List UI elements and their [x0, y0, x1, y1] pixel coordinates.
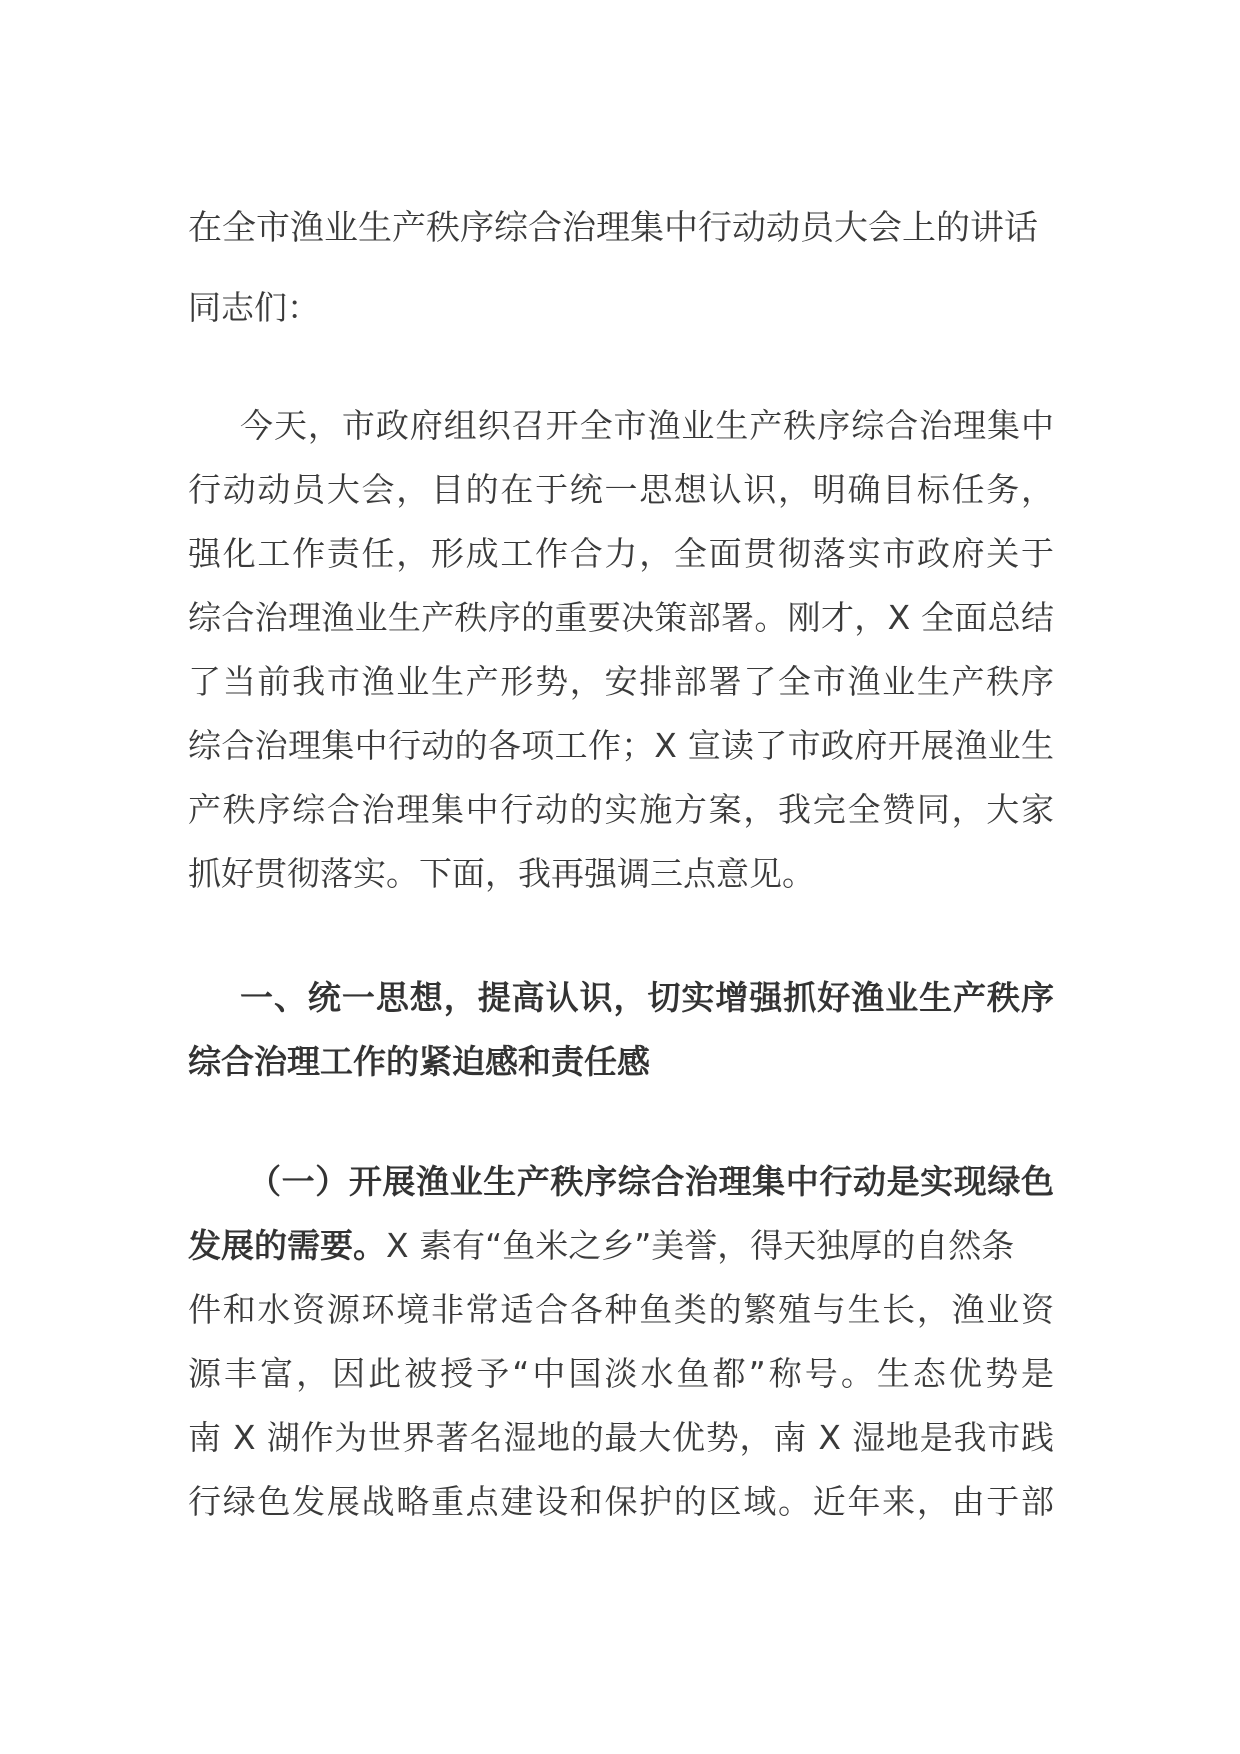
- paragraph-subsection-1: [188, 1150, 1054, 1534]
- paragraph-line: 行动动员大会，目的在于统一思想认识，明确目标任务，: [188, 470, 1054, 509]
- salutation: 同志们：: [188, 288, 320, 327]
- paragraph-opening: [188, 394, 1054, 906]
- paragraph-line: X 素有“鱼米之乡”美誉，得天独厚的自然条: [386, 1226, 1015, 1265]
- heading-line: 一、统一思想，提高认识，切实增强抓好渔业生产秩序: [240, 978, 1054, 1017]
- paragraph-line: 源丰富，因此被授予“中国淡水鱼都”称号。生态优势是: [188, 1354, 1054, 1393]
- paragraph-line: 了当前我市渔业生产形势，安排部署了全市渔业生产秩序: [188, 662, 1054, 701]
- heading-line: 综合治理工作的紧迫感和责任感: [188, 1042, 650, 1081]
- paragraph-line: 件和水资源环境非常适合各种鱼类的繁殖与生长，渔业资: [188, 1290, 1054, 1329]
- subheading-lead: 发展的需要。: [188, 1226, 386, 1265]
- paragraph-line: 行绿色发展战略重点建设和保护的区域。近年来，由于部: [188, 1482, 1054, 1521]
- paragraph-line: 综合治理渔业生产秩序的重要决策部署。刚才，X 全面总结: [188, 598, 1054, 637]
- paragraph-line: 抓好贯彻落实。下面，我再强调三点意见。: [188, 854, 815, 893]
- section-heading-1: [188, 966, 1054, 1094]
- paragraph-line: 今天，市政府组织召开全市渔业生产秩序综合治理集中: [240, 406, 1054, 445]
- paragraph-line: 综合治理集中行动的各项工作；X 宣读了市政府开展渔业生: [188, 726, 1054, 765]
- paragraph-line: 强化工作责任，形成工作合力，全面贯彻落实市政府关于: [188, 534, 1054, 573]
- document-title: 在全市渔业生产秩序综合治理集中行动动员大会上的讲话: [188, 208, 1038, 248]
- subheading-line: （一）开展渔业生产秩序综合治理集中行动是实现绿色: [248, 1162, 1054, 1201]
- paragraph-line: 产秩序综合治理集中行动的实施方案，我完全赞同，大家: [188, 790, 1054, 829]
- document-page: [188, 0, 1054, 1754]
- paragraph-line: 南 X 湖作为世界著名湿地的最大优势，南 X 湿地是我市践: [188, 1418, 1054, 1457]
